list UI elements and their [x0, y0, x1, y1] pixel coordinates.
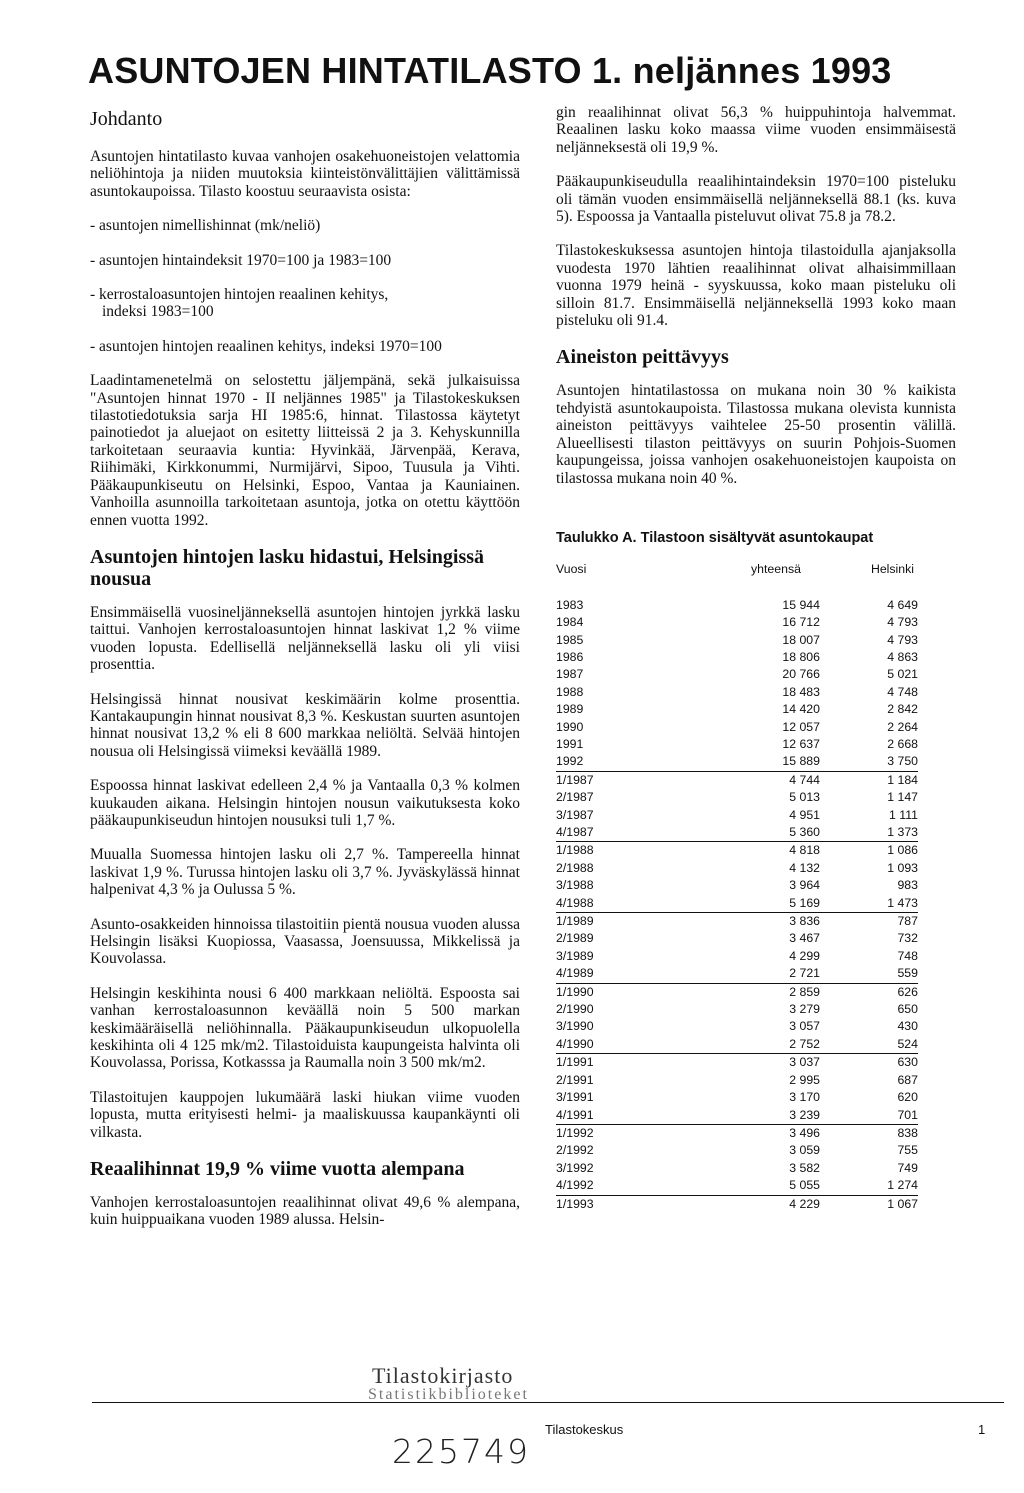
cell-period: 1/1988: [556, 843, 594, 858]
table-row: [556, 789, 918, 806]
cell-helsinki: 687: [897, 1072, 918, 1087]
cell-period: 1985: [556, 632, 584, 647]
table-row: [556, 1072, 918, 1089]
cell-total: 18 483: [782, 684, 820, 699]
table-row: [556, 1195, 918, 1213]
cell-period: 1988: [556, 684, 584, 699]
table-row: [556, 1177, 918, 1195]
cell-total: 3 496: [789, 1125, 820, 1140]
table-row: [556, 983, 918, 1001]
cell-helsinki: 4 863: [887, 649, 918, 664]
cell-helsinki: 1 111: [889, 807, 918, 822]
right-column: [556, 104, 956, 1213]
cell-helsinki: 1 184: [887, 772, 918, 787]
intro-heading: Johdanto: [90, 108, 163, 130]
intro-paragraph-1: Asuntojen hintatilasto kuvaa vanhojen osakehuoneistojen velattomia neliöhintoja ja niiden muutoksia kiinteistönvälittäjien välittämissä asuntokaupoissa. Tilasto koostuu seuraavista osista:: [90, 148, 520, 200]
cell-helsinki: 838: [897, 1125, 918, 1140]
cell-helsinki: 626: [897, 984, 918, 999]
cell-helsinki: 1 086: [887, 843, 918, 858]
table-row: [556, 807, 918, 824]
cell-period: 4/1989: [556, 965, 666, 983]
cell-helsinki: 4 748: [887, 684, 918, 699]
body-paragraph: Helsingin keskihinta nousi 6 400 markkaan neliöltä. Espoosta sai vanhan kerrostaloasunnon keväällä noin 5 500 markan keskimääräisellä neliöhinnalla. Pääkaupunkiseudun ulkopuolella keskihinta oli 4 125 mk/m2. Tilastoiduista kaupungeista halvinta oli Kouvolassa, Porissa, Kotkasssa ja Raumalla noin 3 500 mk/m2.: [90, 984, 520, 1072]
cell-period: 1/1993: [556, 1196, 594, 1211]
table-row: [556, 771, 918, 789]
body-paragraph: Ensimmäisellä vuosineljänneksellä asuntojen hintojen jyrkkä lasku taittui. Vanhojen kerrostaloasuntojen hinnat laskivat 1,2 % viime vuoden lopusta. Edellisellä neljänneksellä lasku oli yli viisi prosenttia.: [90, 603, 520, 674]
table-row: [556, 860, 918, 877]
body-paragraph: Vanhojen kerrostaloasuntojen reaalihinnat olivat 49,6 % alempana, kuin huippuaikana vuoden 1989 alussa. Helsin-: [90, 1194, 520, 1229]
cell-period: 3/1992: [556, 1160, 594, 1175]
cell-helsinki: 5 021: [887, 667, 918, 682]
cell-period: 1/1989: [556, 914, 594, 929]
list-item: [90, 252, 520, 269]
list-item: [90, 338, 520, 355]
body-paragraph: Asuntojen hintatilastossa on mukana noin 30 % kaikista tehdyistä asuntokaupoista. Tilastossa mukana olevista kunnista aineiston peittävyys vaihtelee 25-50 prosentin välillä. Alueellisesti tilaston peittävyys on suurin Pohjois-Suomen kaupungeissa, joissa vanhojen osakehuoneistojen kaupoista on tilastossa mukana noin 40 %.: [556, 382, 956, 487]
cell-period: 1/1987: [556, 772, 594, 787]
body-paragraph: Muualla Suomessa hintojen lasku oli 2,7 %. Tampereella hinnat laskivat 1,9 %. Turussa hintojen lasku oli 3,7 %. Jyväskylässä hinnat halpenivat 4,3 % ja Oulussa 5 %.: [90, 846, 520, 899]
table-row: [556, 1160, 918, 1177]
list-item-continuation: indeksi 1983=100: [102, 303, 214, 321]
table-row: [556, 965, 918, 983]
sales-table-body: [556, 597, 918, 1213]
cell-helsinki: 787: [897, 914, 918, 929]
cell-helsinki: 2 842: [887, 702, 918, 717]
cell-period: 1989: [556, 702, 584, 717]
cell-period: 2/1989: [556, 931, 594, 946]
cell-total: 2 721: [666, 965, 826, 983]
table-row: [556, 913, 918, 931]
page-title: ASUNTOJEN HINTATILASTO 1. neljännes 1993: [88, 50, 892, 91]
cell-period: 4/1988: [556, 895, 666, 913]
list-item-text: - asuntojen hintojen reaalinen kehitys, indeksi 1970=100: [90, 337, 442, 355]
cell-period: 1/1991: [556, 1055, 594, 1070]
section-heading-coverage: Aineiston peittävyys: [556, 346, 729, 369]
cell-period: 3/1990: [556, 1019, 594, 1034]
cell-total: 12 637: [782, 736, 820, 751]
cell-period: 3/1991: [556, 1090, 594, 1105]
cell-period: 4/1987: [556, 824, 666, 842]
table-row: [556, 701, 918, 718]
cell-total: 20 766: [782, 667, 820, 682]
cell-period: 3/1988: [556, 878, 594, 893]
cell-helsinki: 650: [897, 1002, 918, 1017]
cell-total: 5 013: [789, 790, 820, 805]
library-stamp-line-2: Statistikbiblioteket: [368, 1386, 529, 1403]
table-row: [556, 1089, 918, 1106]
list-item-text: - asuntojen nimellishinnat (mk/neliö): [90, 217, 321, 235]
table-row: [556, 597, 918, 614]
table-row: [556, 632, 918, 649]
table-row: [556, 649, 918, 666]
cell-total: 3 467: [789, 931, 820, 946]
cell-total: 4 951: [789, 807, 820, 822]
cell-helsinki: 2 264: [887, 719, 918, 734]
cell-helsinki: 630: [897, 1055, 918, 1070]
cell-period: 1983: [556, 597, 584, 612]
cell-period: 1/1992: [556, 1125, 594, 1140]
cell-helsinki: 1 093: [887, 860, 918, 875]
cell-total: 18 007: [782, 632, 820, 647]
cell-helsinki: 1 067: [887, 1196, 918, 1211]
list-item: [90, 286, 520, 321]
table-row: [556, 614, 918, 631]
body-paragraph: Tilastokeskuksessa asuntojen hintoja tilastoidulla ajanjaksolla vuodesta 1970 lähtien reaalihinnat olivat alhaisimmillaan vuonna 1979 heinä - syyskuussa, koko maan pisteluku oli silloin 81.7. Ensimmäisellä neljänneksellä 1993 koko maan pisteluku oli 91.4.: [556, 242, 956, 330]
cell-period: 2/1992: [556, 1143, 594, 1158]
accession-number: 225749: [392, 1432, 530, 1471]
body-paragraph: Tilastoitujen kauppojen lukumäärä laski hiukan viime vuoden lopusta, mutta erityisesti helmi- ja maaliskuussa kaupankäynti oli vilkasta.: [90, 1088, 520, 1141]
cell-period: 1992: [556, 753, 666, 771]
cell-period: 1990: [556, 719, 584, 734]
cell-period: 2/1987: [556, 790, 594, 805]
cell-total: 4 818: [789, 843, 820, 858]
cell-period: 2/1990: [556, 1002, 594, 1017]
list-item-text: - asuntojen hintaindeksit 1970=100 ja 1983=100: [90, 251, 392, 269]
cell-total: 3 170: [789, 1090, 820, 1105]
cell-helsinki: 749: [897, 1160, 918, 1175]
cell-helsinki: 4 793: [887, 632, 918, 647]
cell-helsinki: 983: [897, 878, 918, 893]
cell-period: 1/1990: [556, 984, 594, 999]
cell-period: 2/1991: [556, 1072, 594, 1087]
cell-helsinki: 4 649: [887, 597, 918, 612]
left-column: [90, 108, 520, 1246]
column-header-total: yhteensä: [751, 562, 801, 577]
library-stamp-line-1: Tilastokirjasto: [372, 1363, 514, 1388]
table-row: [556, 842, 918, 860]
cell-total: 3 059: [789, 1143, 820, 1158]
table-title: Taulukko A. Tilastoon sisältyvät asuntokaupat: [556, 529, 874, 546]
cell-helsinki: 620: [897, 1090, 918, 1105]
cell-total: 2 995: [789, 1072, 820, 1087]
section-heading-real-prices: Reaalihinnat 19,9 % viime vuotta alempana: [90, 1158, 465, 1181]
table-row: [556, 948, 918, 965]
cell-total: 3 279: [789, 1002, 820, 1017]
cell-total: 2 859: [789, 984, 820, 999]
table-row: [556, 824, 918, 842]
cell-total: 5 055: [666, 1177, 826, 1195]
cell-total: 18 806: [782, 649, 820, 664]
cell-total: 4 229: [789, 1196, 820, 1211]
cell-total: 5 360: [666, 824, 826, 842]
table-row: [556, 666, 918, 683]
cell-total: 3 057: [789, 1019, 820, 1034]
footer-organization: Tilastokeskus: [545, 1422, 624, 1437]
cell-helsinki: 1 473: [826, 895, 918, 913]
table-row: [556, 684, 918, 701]
body-paragraph: Helsingissä hinnat nousivat keskimäärin kolme prosenttia. Kantakaupungin hinnat nousivat 8,3 %. Keskustan suurten asuntojen hinnat nousivat 13,2 % eli 8 600 markkaa neliöltä. Selvää hintojen nousua oli Helsingissä viimeksi keväällä 1989.: [90, 690, 520, 760]
table-row: [556, 895, 918, 913]
cell-helsinki: 430: [897, 1019, 918, 1034]
cell-helsinki: 748: [897, 948, 918, 963]
table-row: [556, 1018, 918, 1035]
list-item: [90, 217, 520, 234]
cell-helsinki: 1 373: [826, 824, 918, 842]
cell-total: 3 582: [789, 1160, 820, 1175]
cell-period: 1986: [556, 649, 584, 664]
cell-period: 3/1987: [556, 807, 594, 822]
table-row: [556, 1124, 918, 1142]
cell-helsinki: 1 147: [887, 790, 918, 805]
cell-helsinki: 701: [826, 1107, 918, 1125]
table-row: [556, 1107, 918, 1125]
cell-period: 4/1992: [556, 1177, 666, 1195]
cell-period: 4/1990: [556, 1036, 666, 1054]
cell-total: 15 889: [666, 753, 826, 771]
cell-period: 4/1991: [556, 1107, 666, 1125]
cell-period: 2/1988: [556, 860, 594, 875]
cell-helsinki: 2 668: [887, 736, 918, 751]
footer-divider: [92, 1402, 1004, 1403]
cell-period: 1984: [556, 615, 584, 630]
table-row: [556, 1142, 918, 1159]
intro-paragraph-2: Laadintamenetelmä on selostettu jäljempänä, sekä julkaisuissa "Asuntojen hinnat 1970 - II neljännes 1985" ja Tilastokeskuksen tilastotiedotuksia sarja HI 1985:6, hinnat. Tilastossa käytetyt painotiedot ja aluejaot on esitetty liitteissä 2 ja 3. Kehyskunnilla tarkoitetaan seuraavia kuntia: Hyvinkää, Järvenpää, Kerava, Riihimäki, Kirkkonummi, Nurmijärvi, Sipoo, Tuusula ja Vihti. Pääkaupunkiseutu on Helsinki, Espoo, Vantaa ja Kauniainen. Vanhoilla asunnoilla tarkoitetaan asuntoja, jotka on otettu käyttöön ennen vuotta 1992.: [90, 372, 520, 529]
body-paragraph: Pääkaupunkiseudulla reaalihintaindeksin 1970=100 pisteluku oli tämän vuoden ensimmäisellä neljänneksellä 88.1 (ks. kuva 5). Espoossa ja Vantaalla pisteluvut olivat 75.8 ja 78.2.: [556, 173, 956, 226]
cell-total: 4 744: [789, 772, 820, 787]
list-item-text: - kerrostaloasuntojen hintojen reaalinen kehitys,: [90, 286, 389, 304]
cell-period: 1987: [556, 667, 584, 682]
cell-total: 15 944: [782, 597, 820, 612]
cell-period: 3/1989: [556, 948, 594, 963]
table-row: [556, 753, 918, 771]
cell-total: 12 057: [782, 719, 820, 734]
cell-total: 3 037: [789, 1055, 820, 1070]
cell-total: 2 752: [666, 1036, 826, 1054]
table-row: [556, 877, 918, 894]
section-heading-price-decline: Asuntojen hintojen lasku hidastui, Helsingissä nousua: [90, 545, 485, 590]
cell-helsinki: 4 793: [887, 615, 918, 630]
cell-total: 3 239: [666, 1107, 826, 1125]
table-row: [556, 719, 918, 736]
cell-total: 14 420: [782, 702, 820, 717]
cell-period: 1991: [556, 736, 584, 751]
body-paragraph: gin reaalihinnat olivat 56,3 % huippuhintoja halvemmat. Reaalinen lasku koko maassa viime vuoden ensimmäisestä neljänneksestä oli 19,9 %.: [556, 104, 956, 156]
table-row: [556, 1036, 918, 1054]
column-header-year: Vuosi: [556, 562, 587, 577]
table-row: [556, 1054, 918, 1072]
table-row: [556, 736, 918, 753]
cell-helsinki: 3 750: [826, 753, 918, 771]
page-number: 1: [978, 1422, 986, 1437]
cell-helsinki: 559: [826, 965, 918, 983]
table-row: [556, 930, 918, 947]
cell-helsinki: 524: [826, 1036, 918, 1054]
sales-table: [556, 561, 918, 1213]
body-paragraph: Espoossa hinnat laskivat edelleen 2,4 % ja Vantaalla 0,3 % kolmen kuukauden aikana. Helsingin hintojen nousun vaikutuksesta koko pääkaupunkiseudun hintojen nousuksi tuli 1,7 %.: [90, 777, 520, 829]
cell-helsinki: 755: [897, 1143, 918, 1158]
cell-helsinki: 732: [897, 931, 918, 946]
cell-total: 4 132: [789, 860, 820, 875]
cell-total: 4 299: [789, 948, 820, 963]
cell-total: 3 964: [789, 878, 820, 893]
cell-total: 3 836: [789, 914, 820, 929]
body-paragraph: Asunto-osakkeiden hinnoissa tilastoitiin pientä nousua vuoden alussa Helsingin lisäksi Kuopiossa, Vaasassa, Joensuussa, Mikkelissä ja Kouvolassa.: [90, 915, 520, 968]
cell-helsinki: 1 274: [826, 1177, 918, 1195]
table-row: [556, 1001, 918, 1018]
table-header-row: [556, 561, 918, 596]
cell-total: 5 169: [666, 895, 826, 913]
cell-total: 16 712: [782, 615, 820, 630]
column-header-helsinki: Helsinki: [870, 562, 914, 577]
